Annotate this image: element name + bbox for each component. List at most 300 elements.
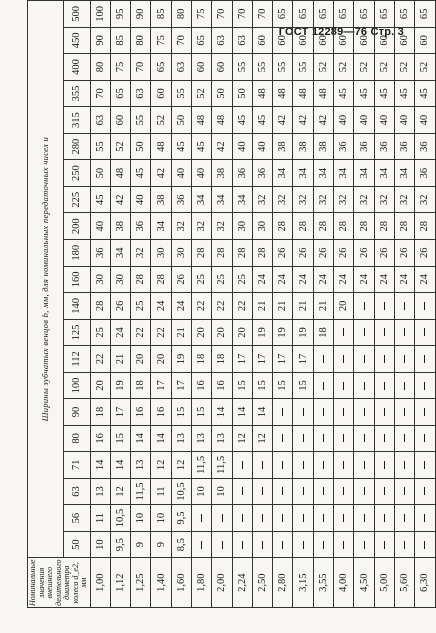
width-cell: 11,5	[191, 452, 211, 479]
width-cell: 14	[232, 399, 252, 425]
width-cell: 36	[232, 160, 252, 187]
empty-cell	[374, 452, 394, 479]
width-cell: 65	[415, 1, 435, 28]
width-cell: 15	[273, 372, 293, 399]
width-cell: 26	[273, 240, 293, 267]
empty-cell	[374, 346, 394, 373]
width-cell: 21	[171, 319, 191, 346]
width-cell: 13	[171, 425, 191, 451]
empty-cell	[293, 425, 313, 451]
ratio-header-row	[63, 1, 90, 608]
empty-cell	[394, 399, 414, 425]
width-cell: 52	[313, 54, 333, 81]
dash-mark	[364, 461, 365, 469]
ratio-label: 5,60	[394, 558, 414, 608]
width-cell: 70	[252, 1, 272, 28]
width-cell: 52	[191, 80, 211, 107]
diameter-header: 125	[63, 319, 90, 346]
table-row	[110, 1, 130, 608]
width-cell: 90	[90, 27, 110, 54]
width-cell: 11,5	[131, 478, 151, 505]
dash-mark	[323, 408, 324, 416]
width-cell: 50	[212, 80, 232, 107]
ratio-label: 6,30	[415, 558, 435, 608]
width-cell: 36	[415, 160, 435, 187]
dash-mark	[364, 434, 365, 442]
ratio-label: 2,80	[273, 558, 293, 608]
width-cell: 24	[313, 266, 333, 293]
empty-cell	[394, 452, 414, 479]
table-row	[171, 1, 191, 608]
width-cell: 55	[171, 80, 191, 107]
width-cell: 38	[110, 213, 130, 240]
empty-cell	[354, 293, 374, 320]
diameter-header: 56	[63, 505, 90, 532]
width-cell: 40	[415, 107, 435, 134]
empty-cell	[273, 531, 293, 557]
width-cell: 34	[273, 160, 293, 187]
diameter-header: 63	[63, 478, 90, 505]
ratio-label: 2,24	[232, 558, 252, 608]
width-cell: 48	[252, 80, 272, 107]
width-cell: 21	[293, 293, 313, 320]
width-cell: 60	[110, 107, 130, 134]
empty-cell	[354, 425, 374, 451]
empty-cell	[334, 425, 354, 451]
width-cell: 55	[232, 54, 252, 81]
width-cell: 14	[252, 399, 272, 425]
width-cell: 65	[110, 80, 130, 107]
width-cell: 26	[354, 240, 374, 267]
width-cell: 45	[354, 80, 374, 107]
width-cell: 32	[171, 213, 191, 240]
width-cell: 40	[90, 213, 110, 240]
empty-cell	[354, 319, 374, 346]
width-cell: 24	[354, 266, 374, 293]
empty-cell	[232, 531, 252, 557]
width-cell: 24	[171, 293, 191, 320]
table-row	[354, 1, 374, 608]
width-cell: 36	[131, 213, 151, 240]
width-cell: 65	[313, 1, 333, 28]
dash-mark	[364, 355, 365, 363]
dash-mark	[384, 434, 385, 442]
dash-mark	[343, 382, 344, 390]
width-cell: 17	[293, 346, 313, 373]
width-cell: 70	[171, 27, 191, 54]
empty-cell	[273, 505, 293, 532]
empty-cell	[313, 452, 333, 479]
width-cell: 50	[131, 133, 151, 160]
width-cell: 32	[415, 186, 435, 213]
empty-cell	[415, 531, 435, 557]
width-cell: 63	[90, 107, 110, 134]
dash-mark	[404, 541, 405, 549]
empty-cell	[293, 399, 313, 425]
dash-mark	[404, 328, 405, 336]
table-row	[334, 1, 354, 608]
empty-cell	[313, 346, 333, 373]
width-cell: 42	[151, 160, 171, 187]
width-cell: 24	[252, 266, 272, 293]
width-cell: 22	[90, 346, 110, 373]
width-cell: 65	[394, 1, 414, 28]
width-cell: 60	[374, 27, 394, 54]
empty-cell	[334, 478, 354, 505]
width-cell: 34	[354, 160, 374, 187]
ratio-label: 1,25	[131, 558, 151, 608]
dash-mark	[262, 461, 263, 469]
empty-cell	[354, 531, 374, 557]
empty-cell	[415, 319, 435, 346]
width-cell: 14	[110, 452, 130, 479]
dash-mark	[384, 408, 385, 416]
dash-mark	[404, 382, 405, 390]
width-cell: 28	[313, 213, 333, 240]
width-cell: 19	[293, 319, 313, 346]
empty-cell	[374, 425, 394, 451]
corner-label: Номинальные значения внешнего делительного диаметра колеса d_e2, мм	[28, 559, 88, 606]
width-cell: 52	[415, 54, 435, 81]
dash-mark	[282, 434, 283, 442]
dash-mark	[343, 541, 344, 549]
width-cell: 22	[191, 293, 211, 320]
width-cell: 36	[171, 186, 191, 213]
top-caption: Ширины зубчатых венцов b, мм, для номинальных передаточных чисел u	[28, 1, 64, 558]
width-cell: 28	[151, 266, 171, 293]
dash-mark	[424, 434, 425, 442]
table-row	[90, 1, 110, 608]
dash-mark	[364, 488, 365, 496]
width-cell: 34	[232, 186, 252, 213]
empty-cell	[313, 478, 333, 505]
empty-cell	[334, 531, 354, 557]
width-cell: 28	[293, 213, 313, 240]
width-cell: 12	[171, 452, 191, 479]
width-cell: 45	[394, 80, 414, 107]
width-cell: 28	[394, 213, 414, 240]
width-cell: 42	[313, 107, 333, 134]
width-cell: 25	[131, 293, 151, 320]
empty-cell	[354, 372, 374, 399]
diameter-header: 355	[63, 80, 90, 107]
width-cell: 13	[212, 425, 232, 451]
width-cell: 40	[354, 107, 374, 134]
width-cell: 11	[90, 505, 110, 532]
empty-cell	[374, 319, 394, 346]
gear-width-table	[27, 0, 436, 608]
width-cell: 36	[374, 133, 394, 160]
width-cell: 32	[313, 186, 333, 213]
width-cell: 52	[354, 54, 374, 81]
dash-mark	[364, 302, 365, 310]
width-cell: 15	[171, 399, 191, 425]
empty-cell	[374, 531, 394, 557]
empty-cell	[394, 478, 414, 505]
width-cell: 55	[293, 54, 313, 81]
width-cell: 48	[293, 80, 313, 107]
empty-cell	[415, 372, 435, 399]
width-cell: 38	[151, 186, 171, 213]
width-cell: 32	[334, 186, 354, 213]
diameter-header: 140	[63, 293, 90, 320]
width-cell: 32	[273, 186, 293, 213]
width-cell: 48	[110, 160, 130, 187]
ratio-label: 1,40	[151, 558, 171, 608]
width-cell: 60	[191, 54, 211, 81]
width-cell: 20	[131, 346, 151, 373]
empty-cell	[394, 372, 414, 399]
width-cell: 16	[151, 399, 171, 425]
table-row	[252, 1, 272, 608]
empty-cell	[191, 505, 211, 532]
width-cell: 42	[110, 186, 130, 213]
diameter-header: 225	[63, 186, 90, 213]
width-cell: 36	[394, 133, 414, 160]
width-cell: 32	[191, 213, 211, 240]
table-row	[374, 1, 394, 608]
width-cell: 16	[212, 372, 232, 399]
width-cell: 10,5	[110, 505, 130, 532]
dash-mark	[262, 541, 263, 549]
dash-mark	[222, 541, 223, 549]
width-cell: 60	[212, 54, 232, 81]
width-cell: 36	[252, 160, 272, 187]
dash-mark	[323, 382, 324, 390]
dash-mark	[242, 461, 243, 469]
width-cell: 50	[171, 107, 191, 134]
width-cell: 65	[374, 1, 394, 28]
width-cell: 30	[110, 266, 130, 293]
width-cell: 8,5	[171, 531, 191, 557]
width-cell: 10	[90, 531, 110, 557]
diameter-header: 50	[63, 531, 90, 557]
width-cell: 75	[151, 27, 171, 54]
dash-mark	[424, 461, 425, 469]
width-cell: 70	[131, 54, 151, 81]
table-row	[191, 1, 211, 608]
ratio-label: 1,60	[171, 558, 191, 608]
empty-cell	[415, 425, 435, 451]
width-cell: 32	[252, 186, 272, 213]
dash-mark	[364, 382, 365, 390]
width-cell: 55	[90, 133, 110, 160]
width-cell: 40	[374, 107, 394, 134]
width-cell: 16	[131, 399, 151, 425]
dash-mark	[384, 461, 385, 469]
width-cell: 45	[252, 107, 272, 134]
width-cell: 9	[151, 531, 171, 557]
width-cell: 24	[374, 266, 394, 293]
ratio-label: 1,12	[110, 558, 130, 608]
dash-mark	[201, 541, 202, 549]
empty-cell	[252, 478, 272, 505]
empty-cell	[374, 293, 394, 320]
width-cell: 21	[313, 293, 333, 320]
width-cell: 30	[90, 266, 110, 293]
table-row	[232, 1, 252, 608]
width-cell: 25	[232, 266, 252, 293]
dash-mark	[424, 302, 425, 310]
width-cell: 60	[273, 27, 293, 54]
empty-cell	[212, 505, 232, 532]
width-cell: 12	[110, 478, 130, 505]
width-cell: 28	[273, 213, 293, 240]
dash-mark	[364, 514, 365, 522]
width-cell: 26	[110, 293, 130, 320]
table-row	[313, 1, 333, 608]
page-header: ГОСТ 12289—76 Стр. 3	[278, 26, 404, 38]
dash-mark	[424, 328, 425, 336]
width-cell: 30	[151, 240, 171, 267]
empty-cell	[334, 505, 354, 532]
dash-mark	[343, 408, 344, 416]
dash-mark	[303, 514, 304, 522]
ratio-label: 2,00	[212, 558, 232, 608]
width-cell: 26	[374, 240, 394, 267]
width-cell: 14	[131, 425, 151, 451]
width-cell: 24	[415, 266, 435, 293]
width-cell: 21	[252, 293, 272, 320]
width-cell: 26	[171, 266, 191, 293]
width-cell: 60	[334, 27, 354, 54]
width-cell: 9,5	[110, 531, 130, 557]
width-cell: 13	[90, 478, 110, 505]
dash-mark	[424, 355, 425, 363]
width-cell: 28	[232, 240, 252, 267]
width-cell: 34	[313, 160, 333, 187]
empty-cell	[354, 478, 374, 505]
width-cell: 32	[293, 186, 313, 213]
empty-cell	[293, 531, 313, 557]
width-cell: 28	[131, 266, 151, 293]
width-cell: 17	[171, 372, 191, 399]
diameter-header: 160	[63, 266, 90, 293]
width-cell: 34	[334, 160, 354, 187]
width-cell: 52	[394, 54, 414, 81]
dash-mark	[282, 514, 283, 522]
width-cell: 15	[232, 372, 252, 399]
width-cell: 28	[212, 240, 232, 267]
diameter-header: 400	[63, 54, 90, 81]
width-cell: 15	[252, 372, 272, 399]
dash-mark	[404, 355, 405, 363]
width-cell: 18	[313, 319, 333, 346]
width-cell: 22	[232, 293, 252, 320]
dash-mark	[384, 514, 385, 522]
width-cell: 40	[232, 133, 252, 160]
width-cell: 10	[191, 478, 211, 505]
dash-mark	[222, 514, 223, 522]
empty-cell	[354, 505, 374, 532]
width-cell: 32	[374, 186, 394, 213]
width-cell: 45	[171, 133, 191, 160]
table-row	[415, 1, 435, 608]
dash-mark	[424, 488, 425, 496]
empty-cell	[212, 531, 232, 557]
ratio-label: 1,00	[90, 558, 110, 608]
width-cell: 19	[171, 346, 191, 373]
empty-cell	[273, 399, 293, 425]
width-cell: 63	[212, 27, 232, 54]
empty-cell	[354, 346, 374, 373]
width-cell: 20	[212, 319, 232, 346]
width-cell: 38	[293, 133, 313, 160]
dash-mark	[343, 461, 344, 469]
width-cell: 65	[354, 1, 374, 28]
width-cell: 48	[212, 107, 232, 134]
empty-cell	[394, 505, 414, 532]
width-cell: 65	[334, 1, 354, 28]
table-row	[212, 1, 232, 608]
empty-cell	[293, 452, 313, 479]
width-cell: 45	[374, 80, 394, 107]
width-cell: 10,5	[171, 478, 191, 505]
empty-cell	[293, 478, 313, 505]
dash-mark	[323, 541, 324, 549]
dash-mark	[323, 434, 324, 442]
dash-mark	[262, 488, 263, 496]
ratio-label: 5,00	[374, 558, 394, 608]
dash-mark	[242, 514, 243, 522]
empty-cell	[354, 452, 374, 479]
width-cell: 19	[110, 372, 130, 399]
width-cell: 40	[394, 107, 414, 134]
width-cell: 28	[252, 240, 272, 267]
dash-mark	[424, 541, 425, 549]
empty-cell	[374, 372, 394, 399]
diameter-header: 90	[63, 399, 90, 425]
table-row	[131, 1, 151, 608]
dash-mark	[282, 541, 283, 549]
dash-mark	[384, 302, 385, 310]
width-cell: 26	[313, 240, 333, 267]
empty-cell	[273, 425, 293, 451]
diameter-header: 500	[63, 1, 90, 28]
width-cell: 20	[151, 346, 171, 373]
width-cell: 70	[212, 1, 232, 28]
width-cell: 18	[212, 346, 232, 373]
width-cell: 26	[334, 240, 354, 267]
width-cell: 45	[191, 133, 211, 160]
empty-cell	[415, 505, 435, 532]
empty-cell	[273, 478, 293, 505]
diameter-header: 200	[63, 213, 90, 240]
empty-cell	[415, 452, 435, 479]
width-cell: 25	[191, 266, 211, 293]
width-cell: 90	[131, 1, 151, 28]
width-cell: 32	[131, 240, 151, 267]
dash-mark	[282, 408, 283, 416]
width-cell: 50	[232, 80, 252, 107]
width-cell: 30	[232, 213, 252, 240]
width-cell: 75	[191, 1, 211, 28]
diameter-header: 112	[63, 346, 90, 373]
dash-mark	[323, 514, 324, 522]
width-cell: 17	[110, 399, 130, 425]
width-cell: 40	[252, 133, 272, 160]
width-cell: 36	[415, 133, 435, 160]
width-cell: 45	[334, 80, 354, 107]
width-cell: 45	[131, 160, 151, 187]
dash-mark	[323, 355, 324, 363]
width-cell: 55	[131, 107, 151, 134]
dash-mark	[364, 541, 365, 549]
width-cell: 63	[232, 27, 252, 54]
diameter-header: 100	[63, 372, 90, 399]
dash-mark	[404, 302, 405, 310]
width-cell: 26	[415, 240, 435, 267]
